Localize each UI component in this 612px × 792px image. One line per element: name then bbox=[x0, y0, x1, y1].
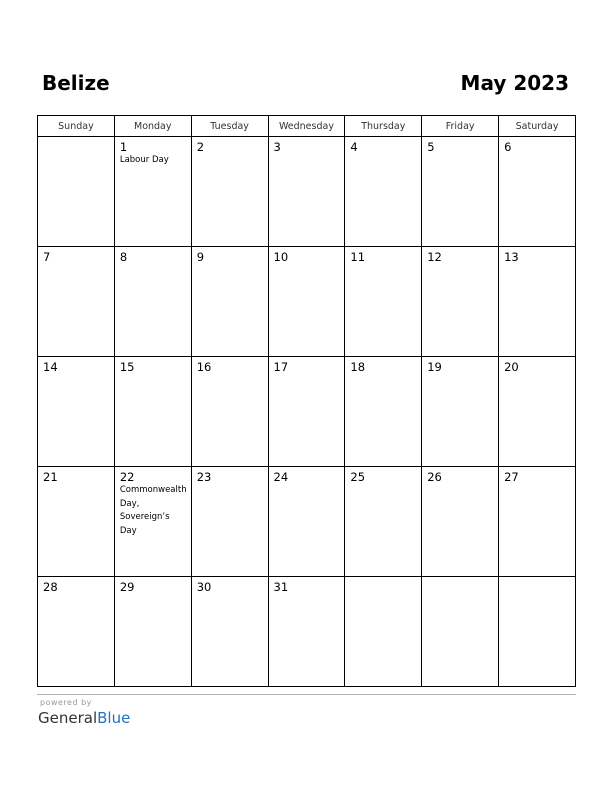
empty-day-cell bbox=[422, 577, 499, 687]
day-cell-19 bbox=[422, 357, 499, 467]
weekday-header-tuesday: Tuesday bbox=[191, 116, 268, 137]
day-cell-10 bbox=[268, 247, 345, 357]
day-cell-content bbox=[422, 137, 498, 154]
day-cell-content bbox=[499, 357, 575, 374]
day-number: 3 bbox=[273, 140, 281, 154]
day-cell-content bbox=[499, 247, 575, 264]
day-cell-content bbox=[192, 577, 268, 594]
week-row bbox=[38, 357, 576, 467]
day-number: 2 bbox=[196, 140, 205, 154]
day-cell-content bbox=[269, 137, 345, 154]
day-number: 15 bbox=[119, 360, 135, 374]
day-cell-6 bbox=[499, 137, 576, 247]
weekday-header-thursday: Thursday bbox=[345, 116, 422, 137]
day-cell-content bbox=[422, 357, 498, 374]
empty-day-cell bbox=[499, 577, 576, 687]
powered-by-text: powered by bbox=[40, 698, 92, 707]
day-cell-content bbox=[38, 467, 114, 484]
day-number: 31 bbox=[273, 580, 289, 594]
day-cell-14 bbox=[38, 357, 115, 467]
day-number: 14 bbox=[43, 360, 58, 374]
day-number: 28 bbox=[43, 580, 58, 594]
day-number: 22 bbox=[119, 470, 135, 484]
week-row bbox=[38, 577, 576, 687]
calendar-grid bbox=[37, 115, 576, 687]
weekday-header-row bbox=[38, 116, 576, 137]
day-cell-content bbox=[269, 577, 345, 594]
day-cell-content bbox=[192, 357, 268, 374]
day-number: 16 bbox=[196, 360, 212, 374]
day-cell-31 bbox=[268, 577, 345, 687]
day-cell-20 bbox=[499, 357, 576, 467]
day-cell-content bbox=[269, 467, 345, 484]
day-cell-1 bbox=[114, 137, 191, 247]
day-cell-21 bbox=[38, 467, 115, 577]
week-row bbox=[38, 247, 576, 357]
day-cell-content bbox=[269, 357, 345, 374]
day-cell-3 bbox=[268, 137, 345, 247]
day-cell-16 bbox=[191, 357, 268, 467]
day-cell-content bbox=[38, 137, 114, 140]
footer-divider bbox=[37, 694, 576, 695]
weekday-header-wednesday: Wednesday bbox=[268, 116, 345, 137]
day-number: 24 bbox=[273, 470, 289, 484]
day-number: 6 bbox=[504, 140, 512, 154]
day-number: 9 bbox=[196, 250, 205, 264]
day-number: 4 bbox=[350, 140, 358, 154]
day-number: 19 bbox=[427, 360, 442, 374]
day-number: 23 bbox=[196, 470, 212, 484]
day-cell-2 bbox=[191, 137, 268, 247]
day-cell-25 bbox=[345, 467, 422, 577]
day-cell-content bbox=[345, 357, 421, 374]
day-cell-content bbox=[499, 577, 575, 580]
day-number: 7 bbox=[43, 250, 51, 264]
day-cell-content bbox=[269, 247, 345, 264]
holiday-label: Commonwealth Day, Sovereign’s Day bbox=[119, 485, 187, 536]
day-number: 25 bbox=[350, 470, 366, 484]
day-cell-13 bbox=[499, 247, 576, 357]
day-number: 27 bbox=[504, 470, 519, 484]
day-cell-8 bbox=[114, 247, 191, 357]
day-number: 12 bbox=[427, 250, 442, 264]
day-number: 30 bbox=[196, 580, 212, 594]
day-cell-content bbox=[115, 577, 191, 594]
day-number: 8 bbox=[119, 250, 128, 264]
day-cell-content bbox=[115, 137, 191, 168]
month-year-title: May 2023 bbox=[460, 71, 569, 95]
day-cell-content bbox=[192, 467, 268, 484]
day-cell-18 bbox=[345, 357, 422, 467]
generalblue-logo[interactable] bbox=[38, 708, 130, 728]
day-number: 1 bbox=[119, 140, 128, 154]
weekday-header-sunday: Sunday bbox=[38, 116, 115, 137]
day-cell-11 bbox=[345, 247, 422, 357]
day-number: 17 bbox=[273, 360, 289, 374]
day-cell-content bbox=[345, 247, 421, 264]
holiday-label: Labour Day bbox=[119, 155, 169, 165]
week-row bbox=[38, 467, 576, 577]
day-cell-17 bbox=[268, 357, 345, 467]
weekday-header-monday: Monday bbox=[114, 116, 191, 137]
day-number: 13 bbox=[504, 250, 519, 264]
day-cell-12 bbox=[422, 247, 499, 357]
day-cell-content bbox=[345, 577, 421, 580]
day-cell-22 bbox=[114, 467, 191, 577]
day-cell-9 bbox=[191, 247, 268, 357]
day-cell-content bbox=[499, 467, 575, 484]
day-cell-content bbox=[115, 247, 191, 264]
week-row bbox=[38, 137, 576, 247]
weekday-header-saturday: Saturday bbox=[499, 116, 576, 137]
day-cell-content bbox=[422, 247, 498, 264]
day-cell-26 bbox=[422, 467, 499, 577]
day-cell-content bbox=[115, 357, 191, 374]
day-cell-24 bbox=[268, 467, 345, 577]
day-cell-content bbox=[192, 137, 268, 154]
logo-text-general: General bbox=[38, 709, 98, 727]
day-cell-content bbox=[422, 577, 498, 580]
day-cell-23 bbox=[191, 467, 268, 577]
empty-day-cell bbox=[345, 577, 422, 687]
logo-text-blue: Blue bbox=[97, 709, 131, 727]
empty-day-cell bbox=[38, 137, 115, 247]
day-cell-30 bbox=[191, 577, 268, 687]
day-cell-29 bbox=[114, 577, 191, 687]
day-cell-27 bbox=[499, 467, 576, 577]
day-cell-15 bbox=[114, 357, 191, 467]
day-cell-4 bbox=[345, 137, 422, 247]
day-cell-content bbox=[345, 137, 421, 154]
day-cell-7 bbox=[38, 247, 115, 357]
day-cell-content bbox=[38, 357, 114, 374]
day-cell-content bbox=[422, 467, 498, 484]
day-cell-content bbox=[192, 247, 268, 264]
day-number: 29 bbox=[119, 580, 135, 594]
day-cell-content bbox=[499, 137, 575, 154]
day-cell-28 bbox=[38, 577, 115, 687]
day-number: 18 bbox=[350, 360, 366, 374]
day-cell-content bbox=[345, 467, 421, 484]
day-cell-content bbox=[38, 577, 114, 594]
weekday-header-friday: Friday bbox=[422, 116, 499, 137]
day-number: 5 bbox=[427, 140, 435, 154]
day-number: 26 bbox=[427, 470, 442, 484]
day-number: 10 bbox=[273, 250, 289, 264]
day-number: 20 bbox=[504, 360, 519, 374]
country-title: Belize bbox=[42, 71, 110, 95]
day-cell-content bbox=[115, 467, 191, 538]
day-cell-content bbox=[38, 247, 114, 264]
day-cell-5 bbox=[422, 137, 499, 247]
day-number: 11 bbox=[350, 250, 366, 264]
day-number: 21 bbox=[43, 470, 58, 484]
